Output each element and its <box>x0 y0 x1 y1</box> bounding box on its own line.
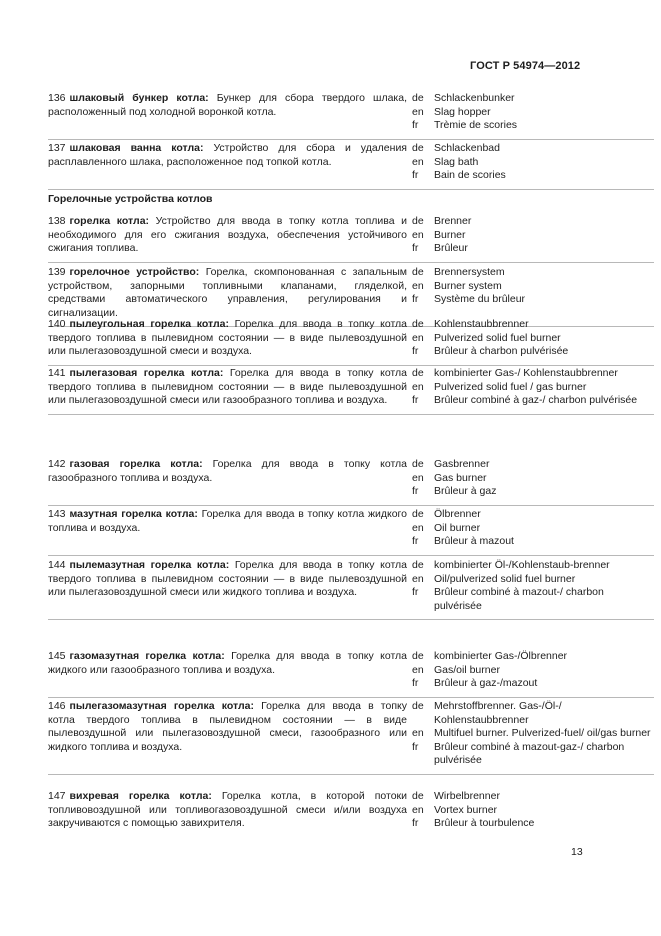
translation-text: Brennersystem <box>434 266 505 278</box>
translation-lang: fr <box>412 345 419 358</box>
term-entry-143 <box>48 508 654 556</box>
translation-lang: de <box>412 650 424 662</box>
translation-row <box>412 242 654 256</box>
term-name: мазутная горелка котла: <box>69 508 198 520</box>
term-number: 144 <box>48 559 66 571</box>
term-name: газовая горелка котла: <box>69 458 203 470</box>
term-text: Горелка для ввода в топку котла жидкого топлива и воздуха. <box>48 508 407 534</box>
term-name: вихревая горелка котла: <box>69 790 212 802</box>
term-number: 143 <box>48 508 66 520</box>
translation-row <box>412 650 654 664</box>
term-text: Горелка для ввода в топку котла твердого топлива в пылевидном состоянии — в виде пылевоздушной или пылегазовоздушной смеси или газообразного топлива и воздуха. <box>48 367 407 407</box>
translation-row <box>412 119 654 133</box>
translation-lang: en <box>412 727 424 740</box>
term-number: 142 <box>48 458 66 470</box>
translation-lang: de <box>412 266 424 278</box>
term-definition <box>48 215 407 256</box>
translation-row <box>412 522 654 536</box>
translation-row <box>412 345 654 359</box>
term-entry-142 <box>48 458 654 506</box>
term-number: 147 <box>48 790 66 802</box>
term-name: горелка котла: <box>69 215 150 227</box>
term-entry-147 <box>48 790 654 837</box>
translation-text: Schlackenbad <box>434 142 500 154</box>
translation-text: Brûleur combiné à mazout-gaz-/ charbon pulvérisée <box>434 740 625 767</box>
term-name: шлаковый бункер котла: <box>69 92 209 104</box>
translation-text: Brûleur à gaz <box>434 485 497 498</box>
translation-text: Brûleur à gaz-/mazout <box>434 677 538 690</box>
translation-text: Brenner <box>434 215 472 227</box>
term-number: 139 <box>48 266 66 278</box>
term-translations <box>412 650 654 691</box>
term-translations <box>412 458 654 499</box>
term-number: 137 <box>48 142 66 154</box>
term-entry-141 <box>48 367 654 415</box>
translation-lang: fr <box>412 242 419 255</box>
term-definition <box>48 700 407 768</box>
translation-row <box>412 156 654 170</box>
translation-text: Burner system <box>434 279 502 292</box>
translation-row <box>412 485 654 499</box>
translation-text: Kohlenstaubbrenner <box>434 318 529 330</box>
translation-row <box>412 142 654 156</box>
translation-row <box>412 293 654 307</box>
translation-lang: fr <box>412 394 419 407</box>
standard-header: ГОСТ Р 54974—2012 <box>470 60 581 72</box>
translation-text: kombinierter Gas-/ Kohlenstaubbrenner <box>434 367 618 379</box>
term-name: пылегазовая горелка котла: <box>69 367 224 379</box>
translation-lang: en <box>412 331 424 344</box>
term-text: Горелка для ввода в топку котла жидкого или газообразного топлива и воздуха. <box>48 650 407 676</box>
translation-text: Oil/pulverized solid fuel burner <box>434 572 576 585</box>
translation-row <box>412 817 654 831</box>
term-entry-136 <box>48 92 654 140</box>
translation-row <box>412 727 654 741</box>
translation-row <box>412 804 654 818</box>
translation-text: Pulverized solid fuel burner <box>434 331 561 344</box>
translation-text: Vortex burner <box>434 803 498 816</box>
translation-text: Schlackenbunker <box>434 92 515 104</box>
translation-text: Système du brûleur <box>434 293 526 306</box>
translation-row <box>412 266 654 280</box>
translation-lang: de <box>412 790 424 802</box>
translation-text: Trèmie de scories <box>434 119 518 132</box>
translation-lang: en <box>412 155 424 168</box>
translation-lang: en <box>412 803 424 816</box>
term-entry-140 <box>48 318 654 366</box>
translation-row <box>412 586 654 613</box>
translation-text: Brûleur combiné à gaz-/ charbon pulvérisée <box>434 394 638 407</box>
translation-row <box>412 280 654 294</box>
term-text: Горелка для ввода в топку котла газообразного топлива и воздуха. <box>48 458 407 484</box>
translation-lang: en <box>412 228 424 241</box>
term-translations <box>412 142 654 183</box>
translation-text: Slag hopper <box>434 105 491 118</box>
term-definition <box>48 92 407 133</box>
translation-text: Brûleur à tourbulence <box>434 817 535 830</box>
term-number: 136 <box>48 92 66 104</box>
translation-lang: de <box>412 559 424 571</box>
term-translations <box>412 700 654 768</box>
translation-lang: fr <box>412 535 419 548</box>
term-translations <box>412 318 654 359</box>
translation-lang: de <box>412 700 424 712</box>
translation-row <box>412 700 654 727</box>
translation-row <box>412 92 654 106</box>
term-text: Горелка котла, в которой потоки топливовоздушной или топливогазовоздушной смеси и/или воздуха закручиваются с помощью завихрителя. <box>48 790 408 830</box>
translation-text: Slag bath <box>434 155 479 168</box>
term-translations <box>412 92 654 133</box>
translation-row <box>412 332 654 346</box>
translation-lang: de <box>412 215 424 227</box>
term-definition <box>48 790 407 831</box>
term-number: 146 <box>48 700 66 712</box>
translation-lang: de <box>412 458 424 470</box>
term-definition <box>48 508 407 549</box>
translation-row <box>412 508 654 522</box>
translation-text: Wirbelbrenner <box>434 790 500 802</box>
term-name: пылеугольная горелка котла: <box>69 318 229 330</box>
translation-lang: de <box>412 142 424 154</box>
translation-text: Brûleur combiné à mazout-/ charbon pulvérisée <box>434 586 604 612</box>
translation-lang: en <box>412 105 424 118</box>
term-text: Горелка, скомпонованная с запальным устройством, запорными топливными клапанами, гляделкой, средствами автоматического управления, регулирования и сигнализации. <box>48 266 408 319</box>
translation-row <box>412 229 654 243</box>
translation-text: Multifuel burner. Pulverized-fuel/ oil/gas burner <box>434 727 651 740</box>
term-entry-145 <box>48 650 654 698</box>
term-name: шлаковая ванна котла: <box>69 142 204 154</box>
term-entry-146 <box>48 700 654 775</box>
translation-row <box>412 741 654 768</box>
translation-lang: en <box>412 279 424 292</box>
translation-lang: fr <box>412 293 419 306</box>
translation-text: Burner <box>434 228 466 241</box>
term-definition <box>48 559 407 613</box>
term-name: газомазутная горелка котла: <box>69 650 225 662</box>
term-translations <box>412 790 654 831</box>
term-definition <box>48 142 407 183</box>
translation-text: Gasbrenner <box>434 458 490 470</box>
translation-text: Gas burner <box>434 471 487 484</box>
translation-row <box>412 106 654 120</box>
term-translations <box>412 215 654 256</box>
translation-text: kombinierter Öl-/Kohlenstaub-brenner <box>434 559 610 571</box>
translation-row <box>412 677 654 691</box>
translation-row <box>412 559 654 573</box>
translation-row <box>412 535 654 549</box>
term-entry-144 <box>48 559 654 620</box>
term-number: 140 <box>48 318 66 330</box>
translation-lang: fr <box>412 169 419 182</box>
translation-row <box>412 318 654 332</box>
translation-row <box>412 573 654 587</box>
translation-text: Brûleur à charbon pulvérisée <box>434 345 569 358</box>
translation-text: Brûleur à mazout <box>434 535 514 548</box>
translation-lang: fr <box>412 485 419 498</box>
translation-row <box>412 458 654 472</box>
translation-text: Gas/oil burner <box>434 663 500 676</box>
term-translations <box>412 266 654 320</box>
translation-lang: en <box>412 572 424 585</box>
translation-text: Pulverized solid fuel / gas burner <box>434 380 587 393</box>
term-text: Горелка для ввода в топку котла твердого топлива в пылевидном состоянии — в виде пылевоздушной или пылегазовоздушной смеси или жидкого топлива и воздуха. <box>48 559 407 599</box>
term-text: Горелка для ввода в топку котла твердого топлива в пылевидном состоянии — в виде пылевоздушной или пылегазовоздушной смеси, газообразного или жидкого топлива и воздуха. <box>48 700 407 753</box>
translation-row <box>412 169 654 183</box>
translation-text: Mehrstoffbrenner. Gas-/Öl-/ Kohlenstaubbrenner <box>434 700 562 726</box>
translation-lang: de <box>412 318 424 330</box>
translation-row <box>412 215 654 229</box>
term-translations <box>412 367 654 408</box>
translation-text: kombinierter Gas-/Ölbrenner <box>434 650 568 662</box>
term-definition <box>48 458 407 499</box>
translation-row <box>412 394 654 408</box>
term-translations <box>412 559 654 613</box>
page-number: 13 <box>571 846 583 858</box>
translation-lang: de <box>412 92 424 104</box>
translation-row <box>412 790 654 804</box>
translation-lang: en <box>412 380 424 393</box>
term-entry-138 <box>48 215 654 263</box>
term-number: 141 <box>48 367 66 379</box>
translation-lang: fr <box>412 677 419 690</box>
translation-text: Oil burner <box>434 521 481 534</box>
translation-text: Ölbrenner <box>434 508 481 520</box>
translation-lang: fr <box>412 740 419 753</box>
term-translations <box>412 508 654 549</box>
translation-lang: en <box>412 663 424 676</box>
translation-row <box>412 664 654 678</box>
translation-lang: de <box>412 367 424 379</box>
term-number: 145 <box>48 650 66 662</box>
translation-row <box>412 381 654 395</box>
section-heading: Горелочные устройства котлов <box>48 193 213 205</box>
term-entry-137 <box>48 142 654 190</box>
translation-lang: fr <box>412 119 419 132</box>
term-definition <box>48 650 407 691</box>
translation-lang: fr <box>412 586 419 599</box>
term-name: горелочное устройство: <box>69 266 200 278</box>
term-definition <box>48 318 407 359</box>
translation-row <box>412 472 654 486</box>
term-definition <box>48 367 407 408</box>
term-text: Горелка для ввода в топку котла твердого топлива в пылевидном состоянии — в виде пылевоздушной или пылегазовоздушной смеси и воздуха. <box>48 318 407 358</box>
term-name: пылемазутная горелка котла: <box>69 559 230 571</box>
translation-text: Bain de scories <box>434 169 506 182</box>
translation-lang: fr <box>412 817 419 830</box>
term-name: пылегазомазутная горелка котла: <box>69 700 254 712</box>
term-number: 138 <box>48 215 66 227</box>
term-text: Бункер для сбора твердого шлака, расположенный под холодной воронкой котла. <box>48 92 408 118</box>
term-definition <box>48 266 407 320</box>
translation-lang: en <box>412 521 424 534</box>
translation-lang: de <box>412 508 424 520</box>
translation-lang: en <box>412 471 424 484</box>
translation-row <box>412 367 654 381</box>
term-text: Устройство для сбора и удаления расплавленного шлака, расположенное под топкой котла. <box>48 142 407 168</box>
translation-text: Brûleur <box>434 242 468 255</box>
term-text: Устройство для ввода в топку котла топлива и необходимого для его сжигания воздуха, обеспечения устойчивого сжигания топлива. <box>48 215 407 255</box>
